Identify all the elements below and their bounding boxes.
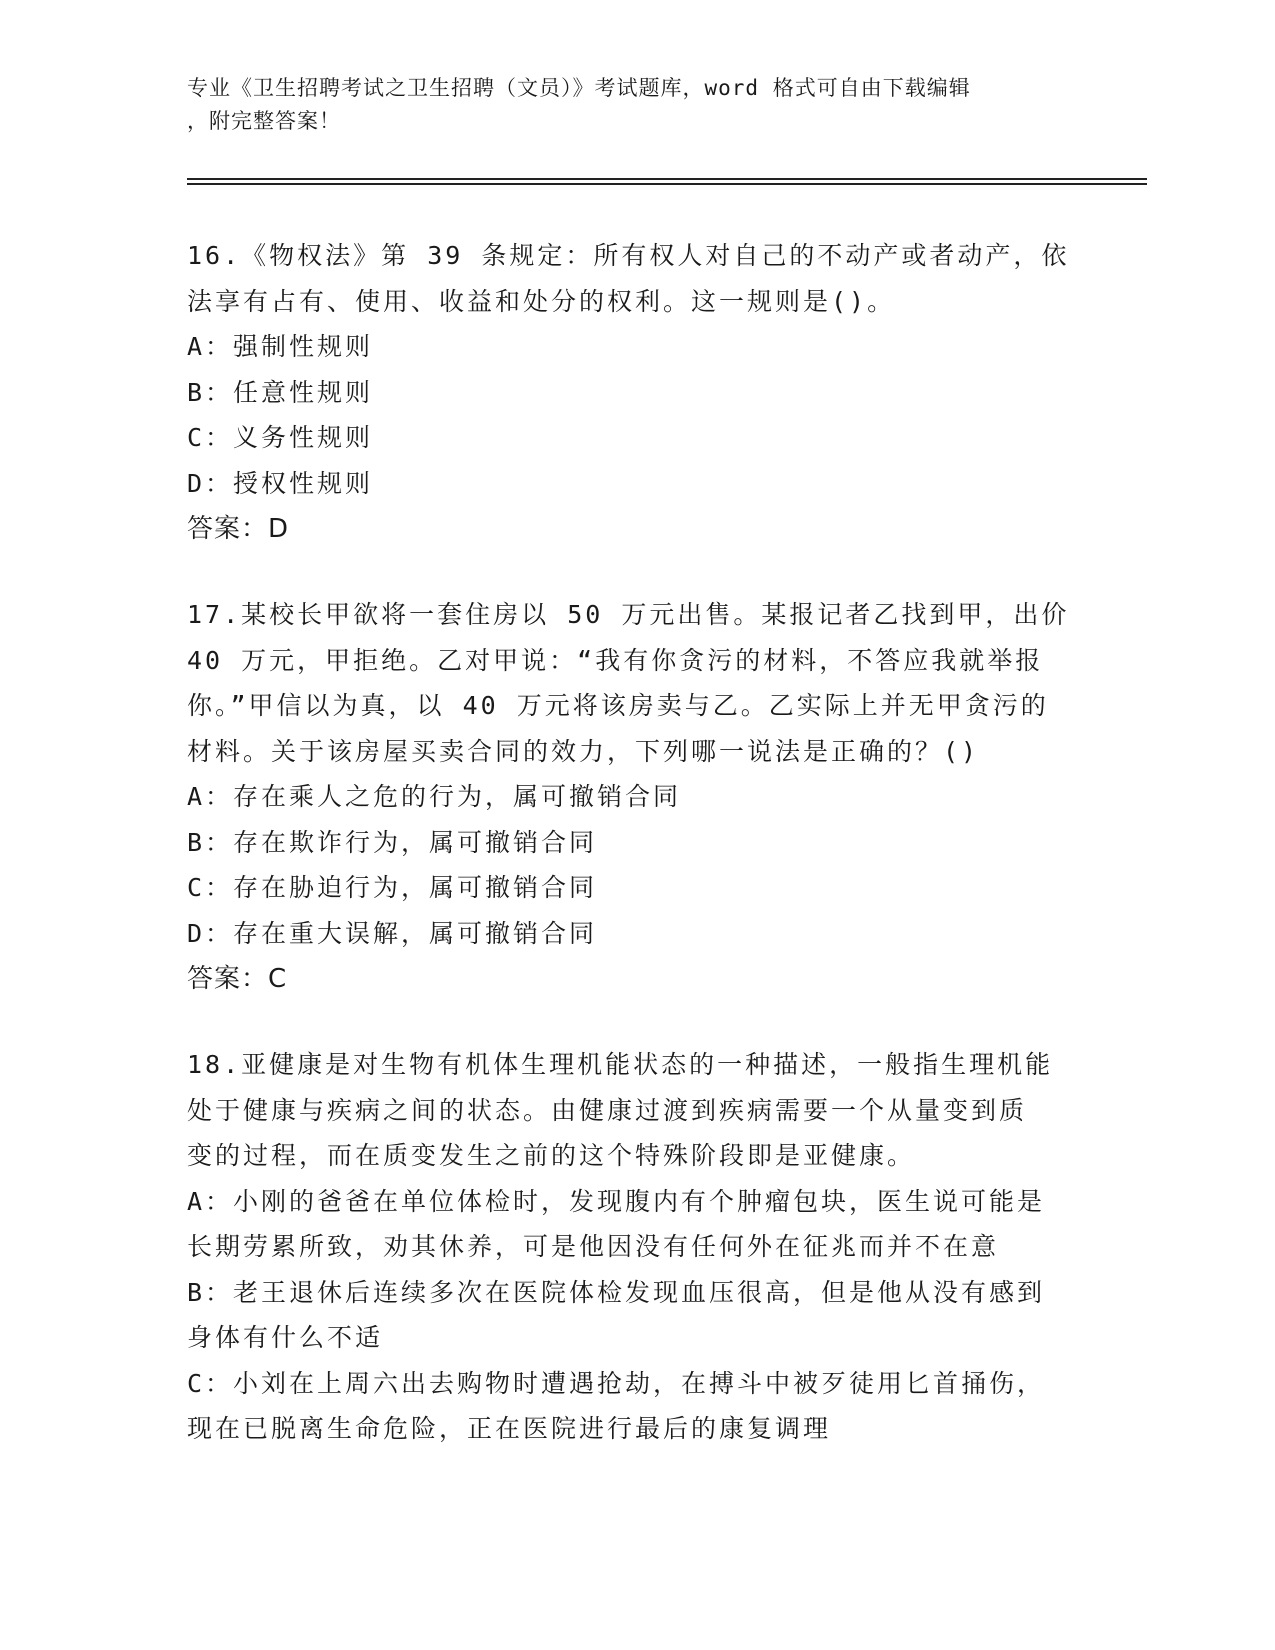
option-b-continued: 身体有什么不适 — [187, 1323, 384, 1352]
question-text-line: 16.《物权法》第 39 条规定：所有权人对自己的不动产或者动产，依 — [187, 241, 1070, 270]
option-a-continued: 长期劳累所致，劝其休养，可是他因没有任何外在征兆而并不在意 — [187, 1232, 1000, 1261]
option-b: B：老王退休后连续多次在医院体检发现血压很高，但是他从没有感到 — [187, 1277, 1046, 1307]
option-c: C：小刘在上周六出去购物时遭遇抢劫，在搏斗中被歹徒用匕首捅伤， — [187, 1368, 1046, 1398]
question-text-line: 你。”甲信以为真，以 40 万元将该房卖与乙。乙实际上并无甲贪污的 — [187, 691, 1049, 720]
answer-label: 答案：C — [187, 964, 288, 994]
option-a: A：存在乘人之危的行为，属可撤销合同 — [187, 782, 682, 811]
document-header — [187, 72, 1067, 138]
option-c: C：存在胁迫行为，属可撤销合同 — [187, 873, 598, 902]
question-17 — [187, 592, 1087, 1002]
question-list — [187, 233, 1087, 1492]
option-b: B：任意性规则 — [187, 377, 374, 407]
question-16 — [187, 233, 1087, 552]
question-text-line: 变的过程，而在质变发生之前的这个特殊阶段即是亚健康。 — [187, 1141, 916, 1170]
option-c: C：义务性规则 — [187, 423, 374, 452]
question-18 — [187, 1042, 1087, 1452]
question-text-line: 法享有占有、使用、收益和处分的权利。这一规则是()。 — [187, 286, 896, 316]
header-divider — [187, 183, 1147, 185]
option-b: B：存在欺诈行为，属可撤销合同 — [187, 827, 598, 857]
question-text-line: 17.某校长甲欲将一套住房以 50 万元出售。某报记者乙找到甲，出价 — [187, 600, 1070, 629]
option-a: A：小刚的爸爸在单位体检时，发现腹内有个肿瘤包块，医生说可能是 — [187, 1186, 1046, 1216]
question-text-line: 18.亚健康是对生物有机体生理机能状态的一种描述，一般指生理机能 — [187, 1050, 1054, 1079]
option-d: D：存在重大误解，属可撤销合同 — [187, 918, 598, 948]
header-line: ，附完整答案！ — [187, 109, 341, 133]
header-line: 专业《卫生招聘考试之卫生招聘（文员）》考试题库，word 格式可自由下载编辑 — [187, 76, 971, 100]
option-c-continued: 现在已脱离生命危险，正在医院进行最后的康复调理 — [187, 1414, 832, 1443]
question-text-line: 40 万元，甲拒绝。乙对甲说：“我有你贪污的材料，不答应我就举报 — [187, 645, 1044, 675]
header-divider — [187, 178, 1147, 180]
option-a: A：强制性规则 — [187, 332, 374, 361]
option-d: D：授权性规则 — [187, 468, 374, 498]
answer-label: 答案：D — [187, 514, 290, 544]
question-text-line: 材料。关于该房屋买卖合同的效力，下列哪一说法是正确的？() — [187, 736, 980, 766]
question-text-line: 处于健康与疾病之间的状态。由健康过渡到疾病需要一个从量变到质 — [187, 1095, 1028, 1125]
